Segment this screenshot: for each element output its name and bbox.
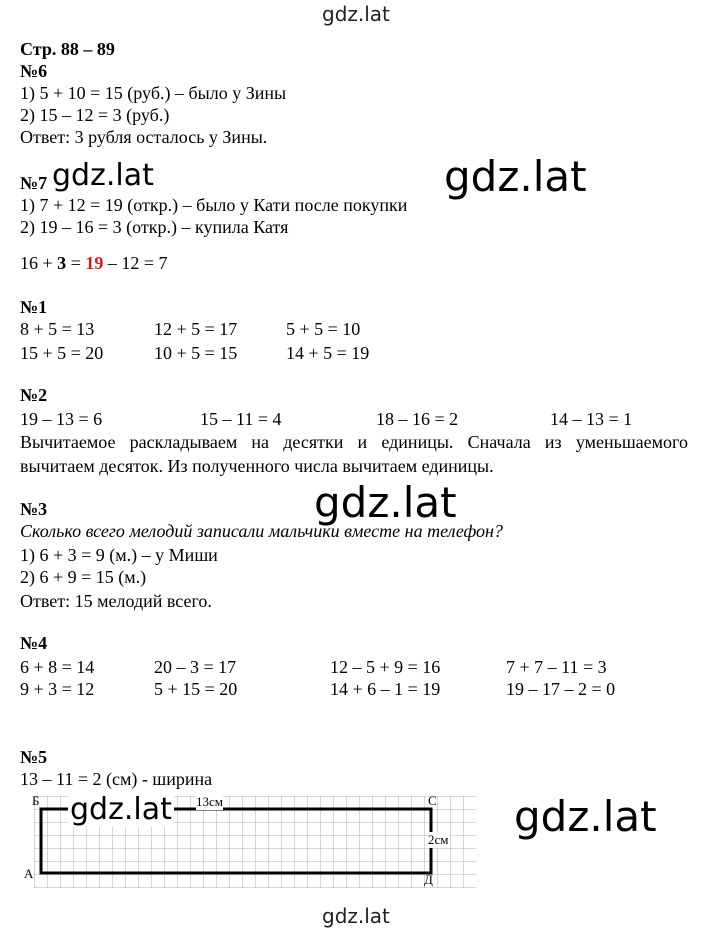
task-1-r2-c2: 10 + 5 = 15 bbox=[154, 343, 238, 363]
task-7-line-1: 1) 7 + 12 = 19 (откр.) – было у Кати после покупки bbox=[20, 195, 408, 215]
task-7-line-2: 2) 19 – 16 = 3 (откр.) – купила Катя bbox=[20, 217, 289, 237]
task-7-number: №7 bbox=[20, 173, 48, 193]
vertex-c-label: С bbox=[428, 793, 437, 808]
vertex-a-label: А bbox=[24, 866, 34, 881]
watermark-bottom: gdz.lat bbox=[322, 904, 390, 928]
task-4-r1-c1: 6 + 8 = 14 bbox=[20, 657, 95, 677]
task-2-c2: 15 – 11 = 4 bbox=[200, 409, 282, 429]
task-3-question: Сколько всего мелодий записали мальчики вместе на телефон? bbox=[20, 521, 503, 541]
task-3-answer: Ответ: 15 мелодий всего. bbox=[20, 591, 212, 611]
task-5-line-1: 13 – 11 = 2 (см) - ширина bbox=[20, 769, 213, 789]
task-1-r2-c1: 15 + 5 = 20 bbox=[20, 343, 104, 363]
task-7-eq-addend: 3 bbox=[57, 253, 67, 273]
task-2-c4: 14 – 13 = 1 bbox=[550, 409, 633, 429]
task-4-r2-c3: 14 + 6 – 1 = 19 bbox=[330, 679, 441, 699]
watermark-large-1: gdz.lat bbox=[444, 152, 587, 201]
task-6-answer: Ответ: 3 рубля осталось у Зины. bbox=[20, 127, 268, 147]
task-6-line-2: 2) 15 – 12 = 3 (руб.) bbox=[20, 105, 170, 125]
task-1-r1-c3: 5 + 5 = 10 bbox=[286, 319, 361, 339]
task-6-number: №6 bbox=[20, 61, 48, 81]
task-7-eq-part-e: – 12 = 7 bbox=[103, 253, 168, 273]
watermark-large-2: gdz.lat bbox=[314, 478, 457, 527]
task-7-eq-part-c: = bbox=[66, 253, 86, 273]
task-4-r1-c3: 12 – 5 + 9 = 16 bbox=[330, 657, 441, 677]
task-6-line-1: 1) 5 + 10 = 15 (руб.) – было у Зины bbox=[20, 83, 287, 103]
task-1-r1-c2: 12 + 5 = 17 bbox=[154, 319, 238, 339]
task-4-r2-c1: 9 + 3 = 12 bbox=[20, 679, 95, 699]
task-4-r1-c2: 20 – 3 = 17 bbox=[154, 657, 237, 677]
watermark-inline-2: gdz.lat bbox=[70, 792, 172, 827]
watermark-inline-1: gdz.lat bbox=[52, 158, 154, 193]
task-2-number: №2 bbox=[20, 385, 48, 405]
task-3-number: №3 bbox=[20, 499, 48, 519]
task-4-r2-c2: 5 + 15 = 20 bbox=[154, 679, 238, 699]
task-5-number: №5 bbox=[20, 747, 48, 767]
task-1-r1-c1: 8 + 5 = 13 bbox=[20, 319, 95, 339]
task-7-eq-sum: 19 bbox=[85, 253, 104, 273]
task-2-explanation: Вычитаемое раскладываем на десятки и единицы. Сначала из уменьшаемого вычитаем десяток. Из полученного числа вычитаем единицы. bbox=[20, 432, 688, 476]
task-7-eq-part-a: 16 + bbox=[20, 253, 58, 273]
task-4-r2-c4: 19 – 17 – 2 = 0 bbox=[506, 679, 616, 699]
watermark-top: gdz.lat bbox=[322, 2, 390, 26]
task-7-equation bbox=[20, 252, 167, 274]
width-label: 2см bbox=[428, 832, 449, 847]
task-1-number: №1 bbox=[20, 297, 48, 317]
watermark-large-3: gdz.lat bbox=[514, 792, 657, 841]
task-2-c3: 18 – 16 = 2 bbox=[376, 409, 459, 429]
task-2-c1: 19 – 13 = 6 bbox=[20, 409, 103, 429]
length-label: 13см bbox=[196, 794, 223, 809]
task-3-line-2: 2) 6 + 9 = 15 (м.) bbox=[20, 567, 147, 587]
page-header: Стр. 88 – 89 bbox=[20, 39, 115, 59]
task-3-line-1: 1) 6 + 3 = 9 (м.) – у Миши bbox=[20, 545, 218, 565]
task-4-r1-c4: 7 + 7 – 11 = 3 bbox=[506, 657, 607, 677]
vertex-b-label: Б bbox=[32, 793, 40, 808]
task-1-r2-c3: 14 + 5 = 19 bbox=[286, 343, 370, 363]
vertex-d-label: Д bbox=[424, 872, 433, 887]
task-4-number: №4 bbox=[20, 633, 48, 653]
